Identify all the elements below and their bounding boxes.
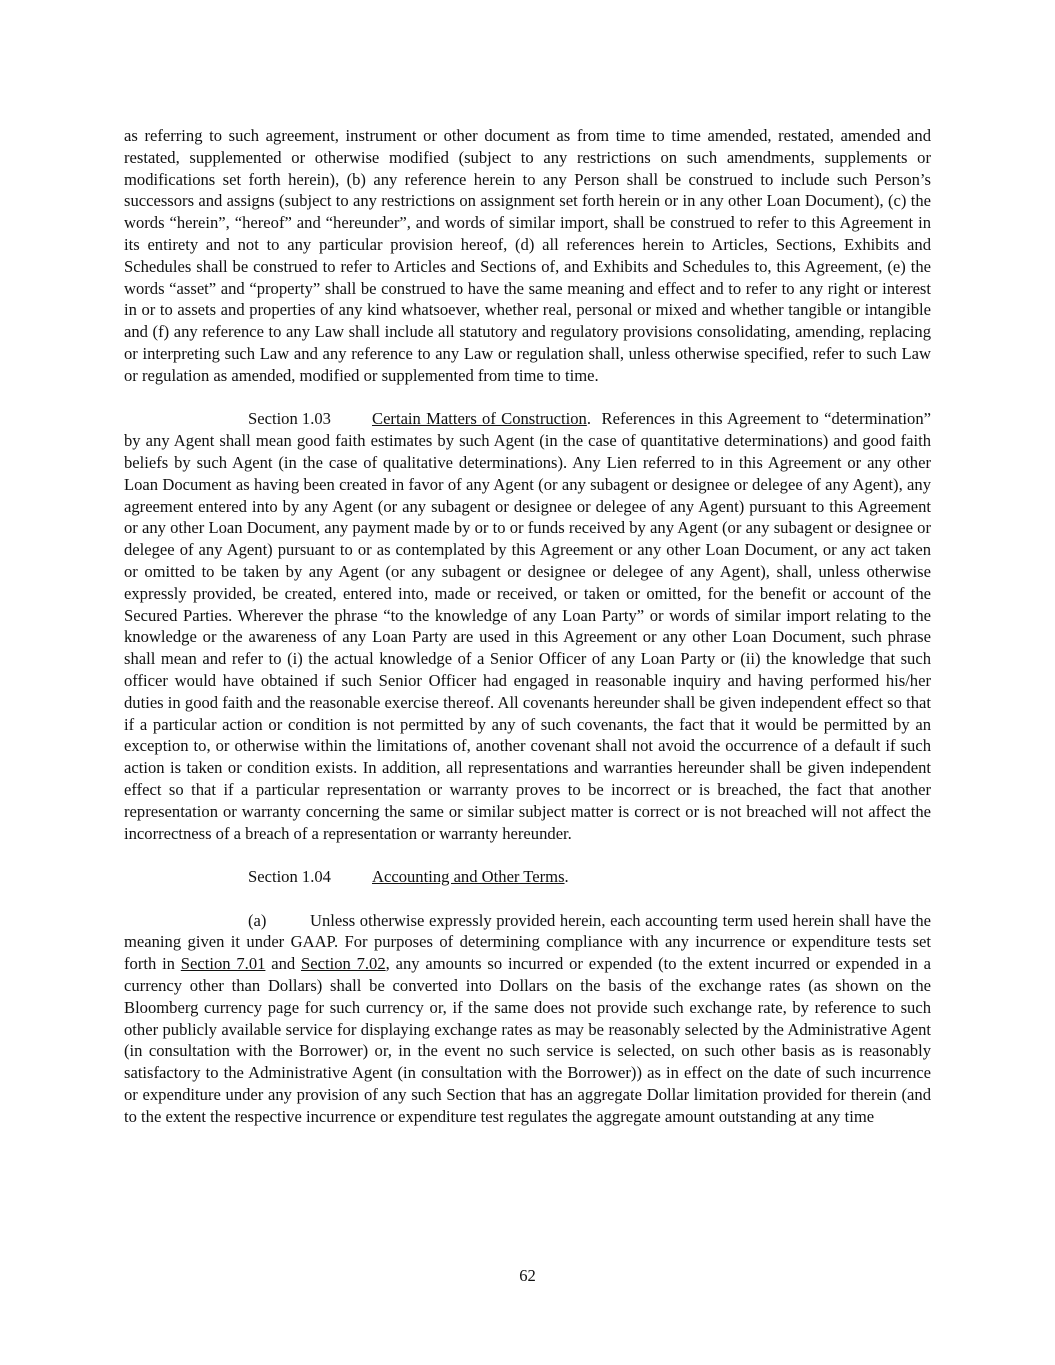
- section-1-03-paragraph: [124, 408, 931, 844]
- section-1-04-title: Accounting and Other Terms: [372, 867, 565, 887]
- document-page: [124, 125, 931, 1149]
- section-7-02-reference: Section 7.02: [301, 954, 386, 974]
- section-1-04-a-label: (a): [248, 910, 267, 930]
- section-1-04-a-text-2: and: [265, 954, 302, 974]
- section-1-04-title-suffix: .: [564, 867, 569, 887]
- section-1-03-title: Certain Matters of Construction: [372, 409, 587, 429]
- section-1-04-number: Section 1.04: [248, 867, 331, 887]
- page-number: 62: [519, 1266, 536, 1285]
- intro-paragraph: as referring to such agreement, instrument or other document as from time to time amended, restated, amended and restated, supplemented or otherwise modified (subject to any restrictions on such amendments, supplements or modifications set forth herein), (b) any reference herein to any Person shall be construed to include such Person’s successors and assigns (subject to any restrictions on assignment set forth herein or in any other Loan Document), (c) the words “herein”, “hereof” and “hereunder”, and words of similar import, shall be construed to refer to this Agreement in its entirety and not to any particular provision hereof, (d) all references herein to Articles, Sections, Exhibits and Schedules shall be construed to refer to Articles and Sections of, and Exhibits and Schedules to, this Agreement, (e) the words “asset” and “property” shall be construed to have the same meaning and effect and to refer to any right or interest in or to assets and properties of any kind whatsoever, whether real, personal or mixed and whether tangible or intangible and (f) any reference to any Law shall include all statutory and regulatory provisions consolidating, amending, replacing or interpreting such Law and any reference to any Law or regulation shall, unless otherwise specified, refer to such Law or regulation as amended, modified or supplemented from time to time.: [124, 126, 931, 385]
- section-1-03-body: References in this Agreement to “determination” by any Agent shall mean good faith estimates by such Agent (in the case of quantitative determinations) and good faith beliefs by such Agent (in the case of qualitative determinations). Any Lien referred to in this Agreement or any other Loan Document as having been created in favor of any Agent (or any subagent or designee or delegee of any Agent), any agreement entered into by any Agent (or any subagent or designee or delegee of any Agent) pursuant to this Agreement or any other Loan Document, any payment made by or to or funds received by any Agent (or any subagent or designee or delegee of any Agent) pursuant to or as contemplated by this Agreement or any other Loan Document, or any act taken or omitted to be taken by any Agent (or any subagent or designee or delegee of any Agent), shall, unless otherwise expressly provided, be created, entered into, made or received, or taken or omitted, for the benefit or account of the Secured Parties. Wherever the phrase “to the knowledge of any Loan Party” or words of similar import relating to the knowledge or the awareness of any Loan Party are used in this Agreement or any other Loan Document, such phrase shall mean and refer to (i) the actual knowledge of a Senior Officer of any Loan Party or (ii) the knowledge that such officer would have obtained if such Senior Officer had engaged in reasonable inquiry and having performed his/her duties in good faith and the reasonable exercise thereof. All covenants hereunder shall be given independent effect so that if a particular action or condition is not permitted by any of such covenants, the fact that it would be permitted by an exception to, or otherwise within the limitations of, another covenant shall not avoid the occurrence of a default if such action is taken or condition exists. In addition, all representations and warranties hereunder shall be given independent effect so that if a particular representation or warranty proves to be incorrect or is breached, the fact that another representation or warranty concerning the same or similar subject matter is correct or is not breached will not affect the incorrectness of a breach of a representation or warranty hereunder.: [124, 409, 931, 843]
- section-1-03-number: Section 1.03: [248, 409, 331, 429]
- section-1-04-heading: [124, 866, 931, 888]
- section-1-04-a-text-1: Unless otherwise expressly provided herein, each accounting term used herein shall have the meaning given it under GAAP. For purposes of determining compliance with any incurrence or expenditure tests set forth in: [124, 910, 931, 974]
- section-1-04-a-paragraph: [124, 910, 931, 1128]
- section-7-01-reference: Section 7.01: [180, 954, 266, 974]
- section-1-03-title-suffix: .: [586, 409, 592, 429]
- section-1-04-a-text-3: , any amounts so incurred or expended (to the extent incurred or expended in a currency other than Dollars) shall be converted into Dollars on the basis of the exchange rates (as shown on the Bloomberg currency page for such currency or, if the same does not provide such exchange rate, by reference to such other publicly available service for displaying exchange rates as may be reasonably selected by the Administrative Agent (in consultation with the Borrower) or, in the event no such service is selected, on such other basis as is reasonably satisfactory to the Administrative Agent (in consultation with the Borrower)) as in effect on the date of such incurrence or expenditure under any provision of any such Section that has an aggregate Dollar limitation provided for therein (and to the extent the respective incurrence or expenditure test regulates the aggregate amount outstanding at any time: [124, 954, 931, 1126]
